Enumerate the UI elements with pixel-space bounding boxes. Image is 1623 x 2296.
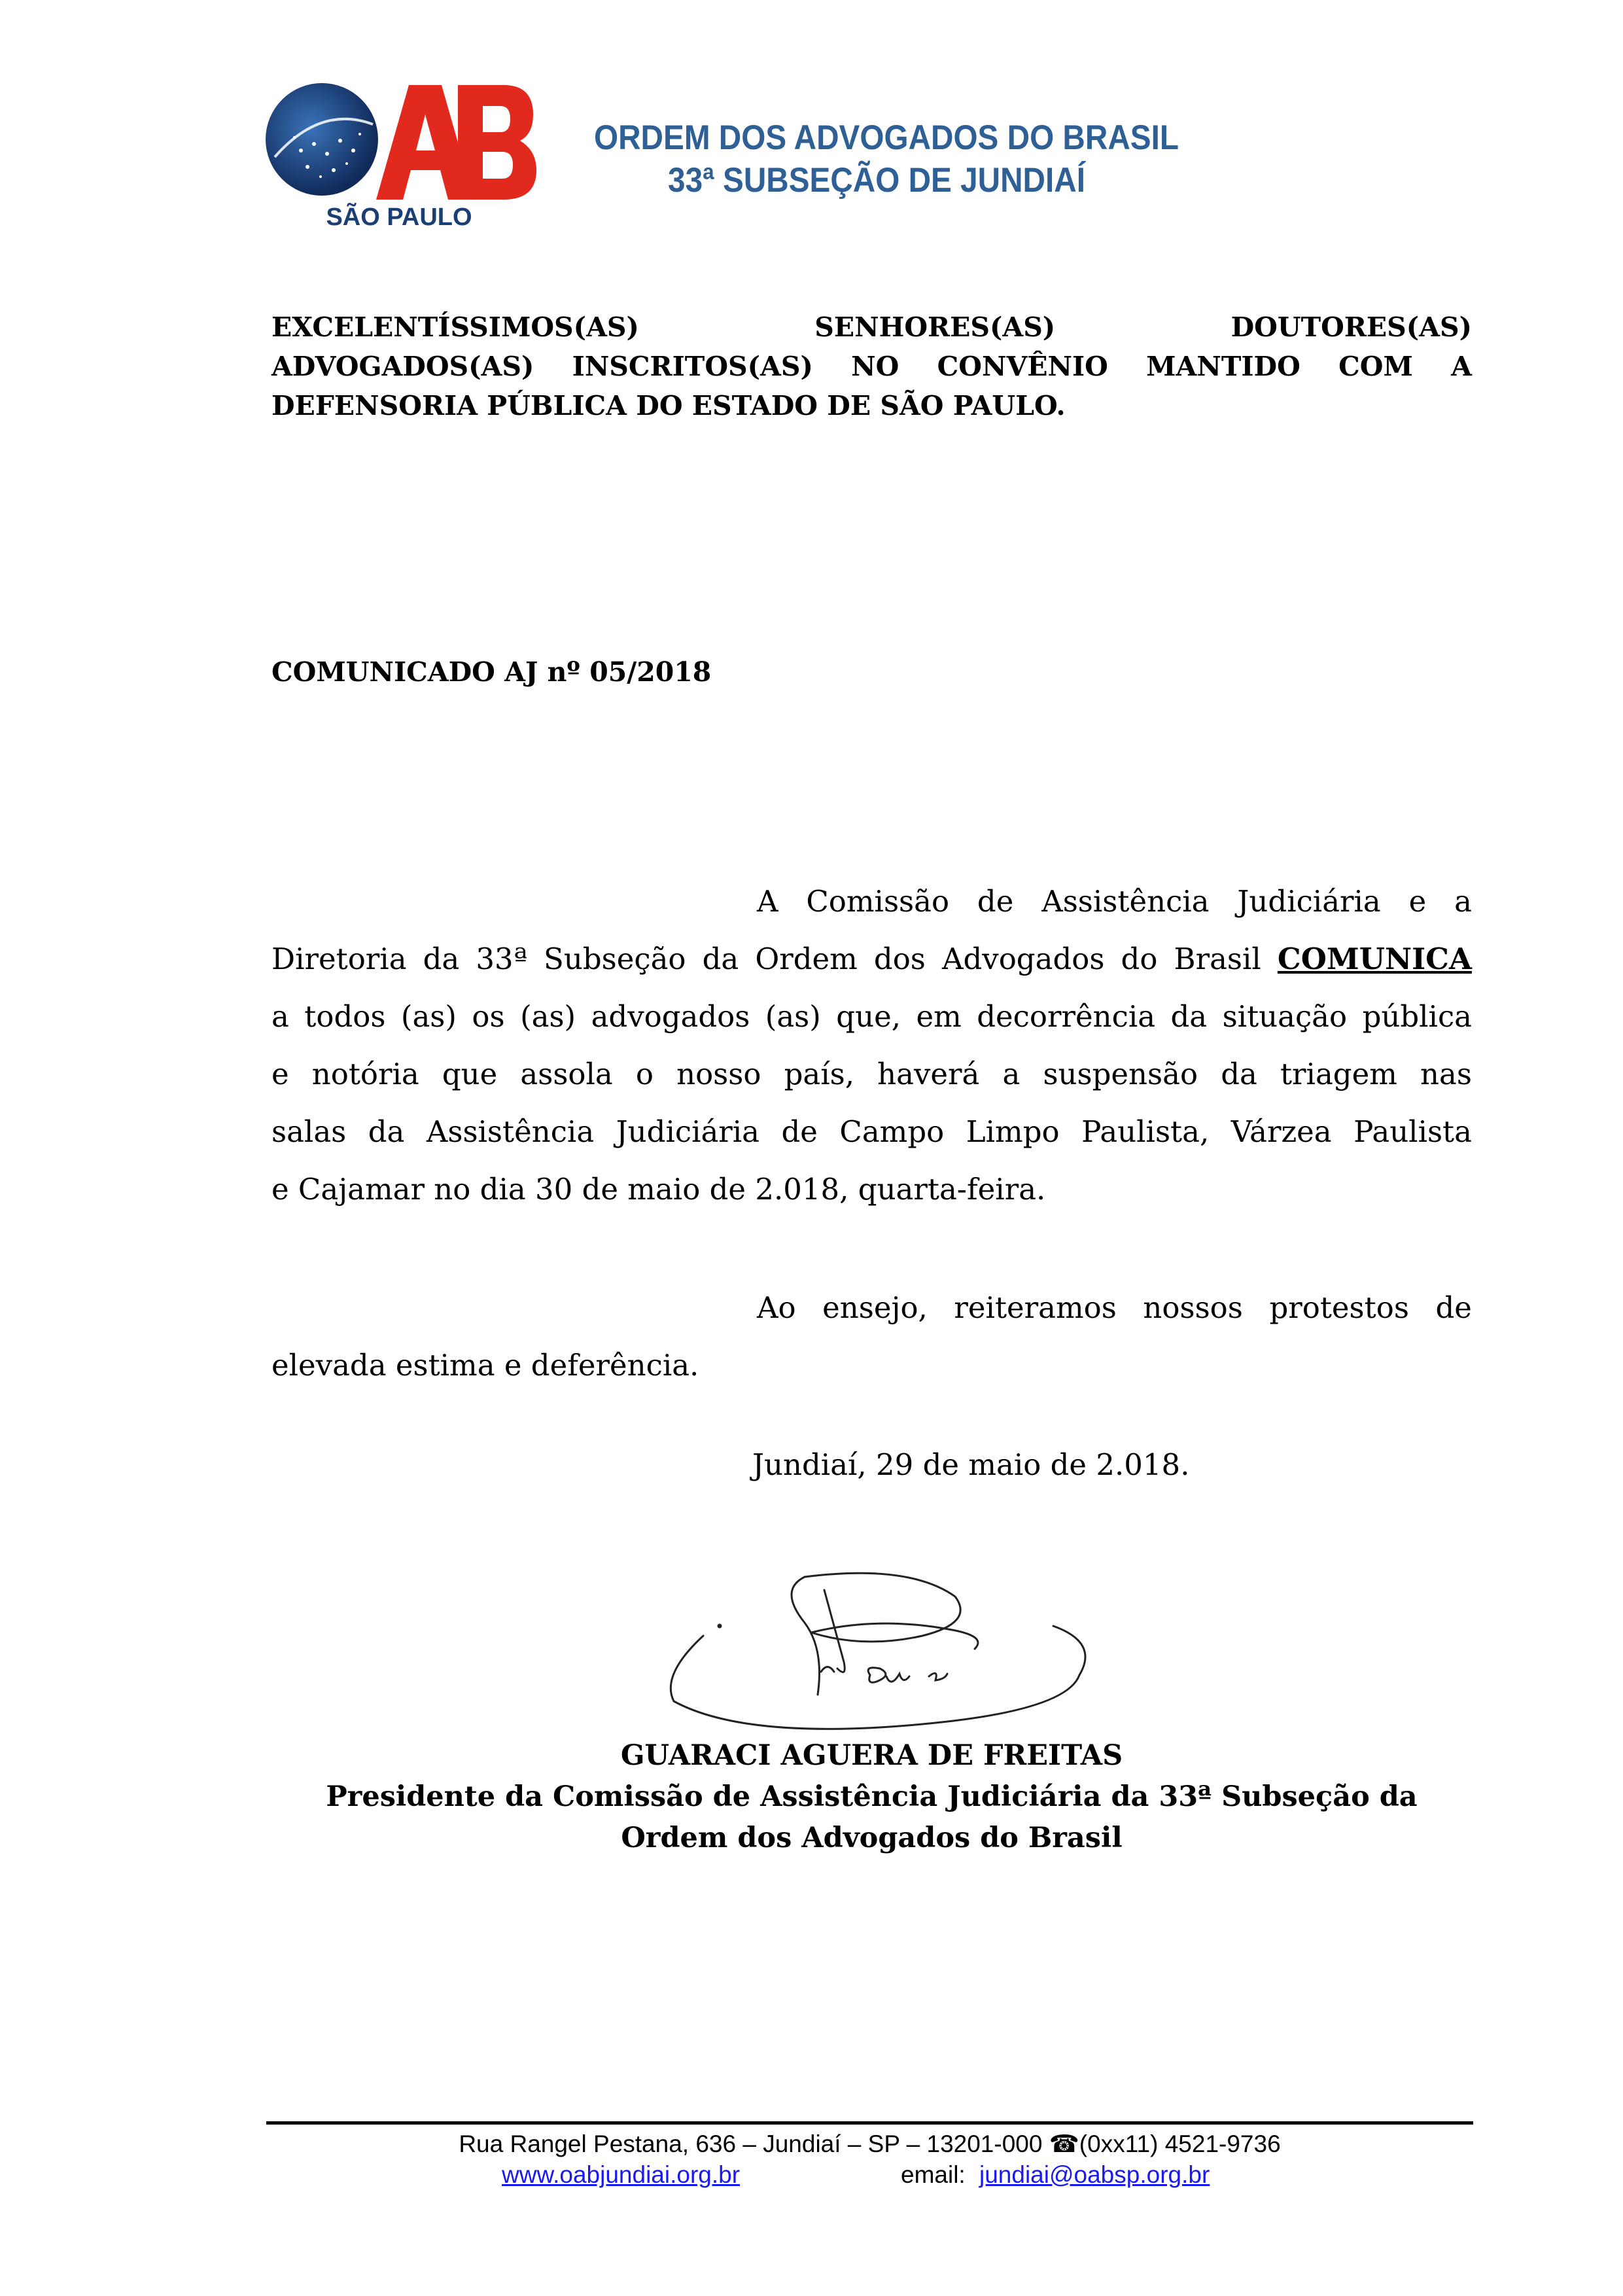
body-paragraph-2	[271, 1279, 1472, 1394]
addressee-block	[271, 308, 1472, 425]
p1-line-6: e Cajamar no dia 30 de maio de 2.018, quarta-feira.	[271, 1172, 1046, 1207]
website-link[interactable]: www.oabjundiai.org.br	[502, 2161, 741, 2188]
addressee-line-1: EXCELENTÍSSIMOS(AS) SENHORES(AS) DOUTORES(AS)	[271, 311, 1472, 343]
p2-line-1: Ao ensejo, reiteramos nossos protestos de	[757, 1290, 1472, 1325]
p1-line-3: a todos (as) os (as) advogados (as) que, em decorrência da situação pública	[271, 999, 1472, 1034]
svg-text:SÃO PAULO: SÃO PAULO	[326, 203, 472, 229]
addressee-line-2: ADVOGADOS(AS) INSCRITOS(AS) NO CONVÊNIO MANTIDO COM A	[271, 351, 1472, 382]
p1-line-5: salas da Assistência Judiciária de Campo Limpo Paulista, Várzea Paulista	[271, 1114, 1472, 1149]
comunicado-title: COMUNICADO AJ nº 05/2018	[271, 656, 712, 688]
p2-line-2: elevada estima e deferência.	[271, 1348, 699, 1383]
footer-divider	[266, 2121, 1473, 2125]
body-paragraph-1	[271, 873, 1472, 1218]
email-label: email:	[901, 2161, 966, 2188]
signer-org: Ordem dos Advogados do Brasil	[621, 1822, 1123, 1854]
p1-line-1: A Comissão de Assistência Judiciária e a	[757, 884, 1472, 919]
signer-name: GUARACI AGUERA DE FREITAS	[620, 1739, 1123, 1772]
email-link[interactable]: jundiai@oabsp.org.br	[979, 2161, 1210, 2188]
p1-line-2: Diretoria da 33ª Subseção da Ordem dos Advogados do Brasil COMUNICA	[271, 930, 1472, 988]
oab-logo	[262, 79, 536, 229]
p1-line-4: e notória que assola o nosso país, haverá a suspensão da triagem nas	[271, 1057, 1472, 1091]
addressee-line-3: DEFENSORIA PÚBLICA DO ESTADO DE SÃO PAULO.	[271, 390, 1066, 421]
org-subsection: 33ª SUBSEÇÃO DE JUNDIAÍ	[668, 161, 1085, 200]
comunica-emphasis: COMUNICA	[1277, 942, 1472, 976]
org-name: ORDEM DOS ADVOGADOS DO BRASIL	[594, 118, 1179, 157]
date-line: Jundiaí, 29 de maio de 2.018.	[752, 1447, 1190, 1482]
signer-role: Presidente da Comissão de Assistência Judiciária da 33ª Subseção da	[326, 1780, 1418, 1813]
footer-address: Rua Rangel Pestana, 636 – Jundiaí – SP – 13201-000 ☎(0xx11) 4521-9736	[459, 2130, 1281, 2157]
handwritten-signature	[648, 1564, 1106, 1734]
